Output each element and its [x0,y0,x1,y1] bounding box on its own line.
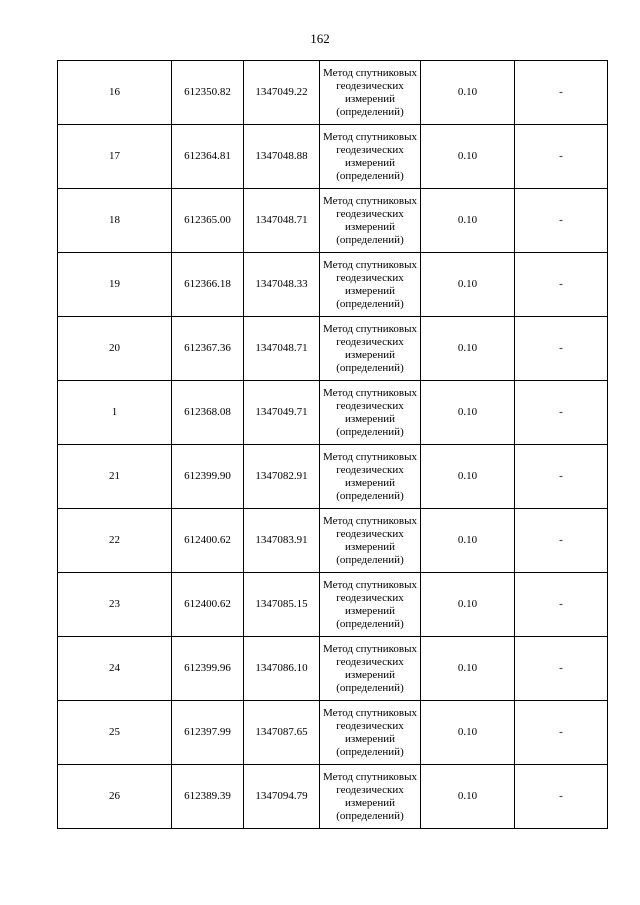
x-coordinate-cell: 612399.90 [172,445,244,509]
method-cell: Метод спутниковых геодезических измерений (определений) [320,509,421,573]
coordinates-table [57,60,608,829]
method-cell: Метод спутниковых геодезических измерений (определений) [320,445,421,509]
accuracy-cell: 0.10 [421,125,515,189]
note-cell: - [515,317,608,381]
y-coordinate-cell: 1347083.91 [244,509,320,573]
point-number-cell: 1 [58,381,172,445]
y-coordinate-cell: 1347085.15 [244,573,320,637]
table-row [58,125,608,189]
note-cell: - [515,637,608,701]
y-coordinate-cell: 1347049.71 [244,381,320,445]
table-row [58,509,608,573]
accuracy-cell: 0.10 [421,573,515,637]
note-cell: - [515,61,608,125]
x-coordinate-cell: 612389.39 [172,765,244,829]
y-coordinate-cell: 1347048.71 [244,317,320,381]
method-cell: Метод спутниковых геодезических измерений (определений) [320,701,421,765]
x-coordinate-cell: 612364.81 [172,125,244,189]
point-number-cell: 26 [58,765,172,829]
point-number-cell: 24 [58,637,172,701]
table-row [58,317,608,381]
method-cell: Метод спутниковых геодезических измерений (определений) [320,189,421,253]
note-cell: - [515,125,608,189]
note-cell: - [515,765,608,829]
x-coordinate-cell: 612368.08 [172,381,244,445]
table-row [58,253,608,317]
x-coordinate-cell: 612367.36 [172,317,244,381]
accuracy-cell: 0.10 [421,445,515,509]
y-coordinate-cell: 1347082.91 [244,445,320,509]
table-row [58,381,608,445]
method-cell: Метод спутниковых геодезических измерений (определений) [320,765,421,829]
method-cell: Метод спутниковых геодезических измерений (определений) [320,637,421,701]
method-cell: Метод спутниковых геодезических измерений (определений) [320,125,421,189]
accuracy-cell: 0.10 [421,637,515,701]
point-number-cell: 16 [58,61,172,125]
table-row [58,445,608,509]
table-row [58,573,608,637]
y-coordinate-cell: 1347087.65 [244,701,320,765]
point-number-cell: 23 [58,573,172,637]
y-coordinate-cell: 1347048.88 [244,125,320,189]
x-coordinate-cell: 612366.18 [172,253,244,317]
x-coordinate-cell: 612397.99 [172,701,244,765]
x-coordinate-cell: 612365.00 [172,189,244,253]
table-row [58,189,608,253]
point-number-cell: 22 [58,509,172,573]
accuracy-cell: 0.10 [421,765,515,829]
y-coordinate-cell: 1347086.10 [244,637,320,701]
x-coordinate-cell: 612350.82 [172,61,244,125]
method-cell: Метод спутниковых геодезических измерений (определений) [320,253,421,317]
note-cell: - [515,381,608,445]
point-number-cell: 21 [58,445,172,509]
x-coordinate-cell: 612399.96 [172,637,244,701]
page-number: 162 [310,31,330,46]
note-cell: - [515,253,608,317]
table-row [58,61,608,125]
y-coordinate-cell: 1347048.33 [244,253,320,317]
note-cell: - [515,189,608,253]
accuracy-cell: 0.10 [421,253,515,317]
point-number-cell: 20 [58,317,172,381]
x-coordinate-cell: 612400.62 [172,509,244,573]
accuracy-cell: 0.10 [421,61,515,125]
method-cell: Метод спутниковых геодезических измерений (определений) [320,317,421,381]
point-number-cell: 19 [58,253,172,317]
point-number-cell: 17 [58,125,172,189]
method-cell: Метод спутниковых геодезических измерений (определений) [320,61,421,125]
point-number-cell: 18 [58,189,172,253]
note-cell: - [515,701,608,765]
note-cell: - [515,573,608,637]
method-cell: Метод спутниковых геодезических измерений (определений) [320,381,421,445]
table-row [58,765,608,829]
y-coordinate-cell: 1347094.79 [244,765,320,829]
coordinates-table-body [58,61,608,829]
note-cell: - [515,509,608,573]
accuracy-cell: 0.10 [421,381,515,445]
accuracy-cell: 0.10 [421,509,515,573]
note-cell: - [515,445,608,509]
x-coordinate-cell: 612400.62 [172,573,244,637]
table-row [58,637,608,701]
method-cell: Метод спутниковых геодезических измерений (определений) [320,573,421,637]
point-number-cell: 25 [58,701,172,765]
accuracy-cell: 0.10 [421,317,515,381]
accuracy-cell: 0.10 [421,701,515,765]
y-coordinate-cell: 1347048.71 [244,189,320,253]
y-coordinate-cell: 1347049.22 [244,61,320,125]
accuracy-cell: 0.10 [421,189,515,253]
table-row [58,701,608,765]
